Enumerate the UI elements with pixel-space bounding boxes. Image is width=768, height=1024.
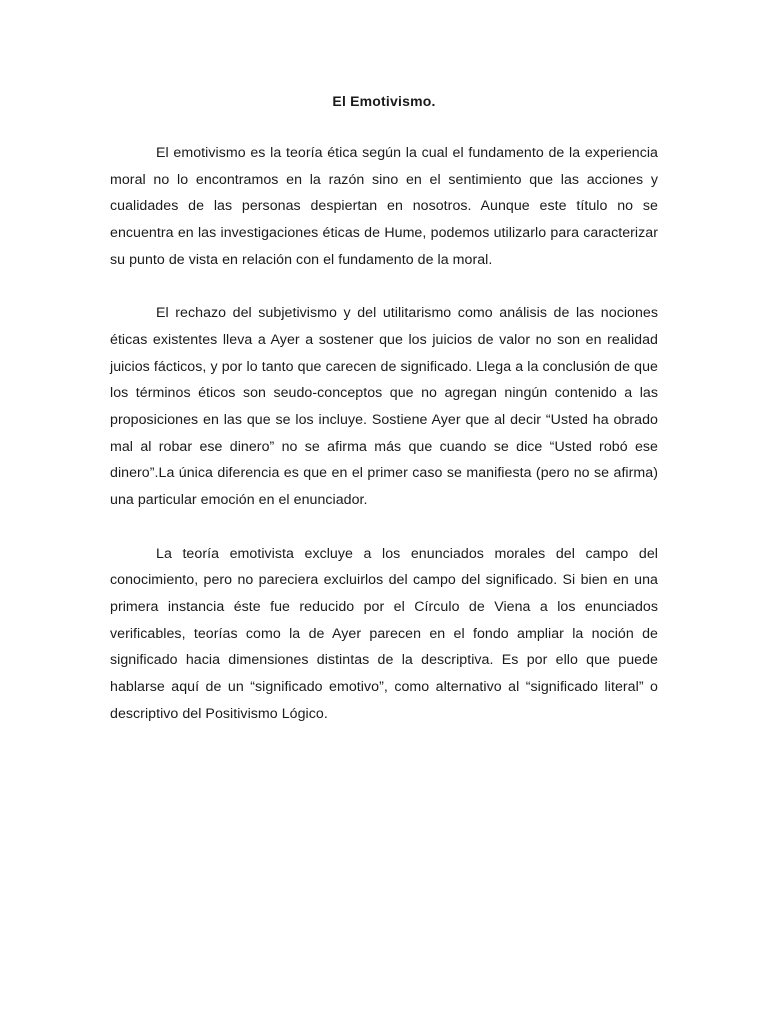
document-body <box>110 140 658 754</box>
paragraph-1: El emotivismo es la teoría ética según la cual el fundamento de la experiencia moral no lo encontramos en la razón sino en el sentimiento que las acciones y cualidades de las personas despiertan en nosotros. Aunque este título no se encuentra en las investigaciones éticas de Hume, podemos utilizarlo para caracterizar su punto de vista en relación con el fundamento de la moral. <box>110 145 658 268</box>
document-title: El Emotivismo. <box>332 93 436 109</box>
paragraph-2: El rechazo del subjetivismo y del utilitarismo como análisis de las nociones éticas existentes lleva a Ayer a sostener que los juicios de valor no son en realidad juicios fácticos, y por lo tanto que carecen de significado. Llega a la conclusión de que los términos éticos son seudo-conceptos que no agregan ningún contenido a las proposiciones en las que se los incluye. Sostiene Ayer que al decir “Usted ha obrado mal al robar ese dinero” no se afirma más que cuando se dice “Usted robó ese dinero”.La única diferencia es que en el primer caso se manifiesta (pero no se afirma) una particular emoción en el enunciador. <box>110 305 658 509</box>
paragraph-3: La teoría emotivista excluye a los enunciados morales del campo del conocimiento, pero no pareciera excluirlos del campo del significado. Si bien en una primera instancia éste fue reducido por el Círculo de Viena a los enunciados verificables, teorías como la de Ayer parecen en el fondo ampliar la noción de significado hacia dimensiones distintas de la descriptiva. Es por ello que puede hablarse aquí de un “significado emotivo”, como alternativo al “significado literal” o descriptivo del Positivismo Lógico. <box>110 545 658 722</box>
